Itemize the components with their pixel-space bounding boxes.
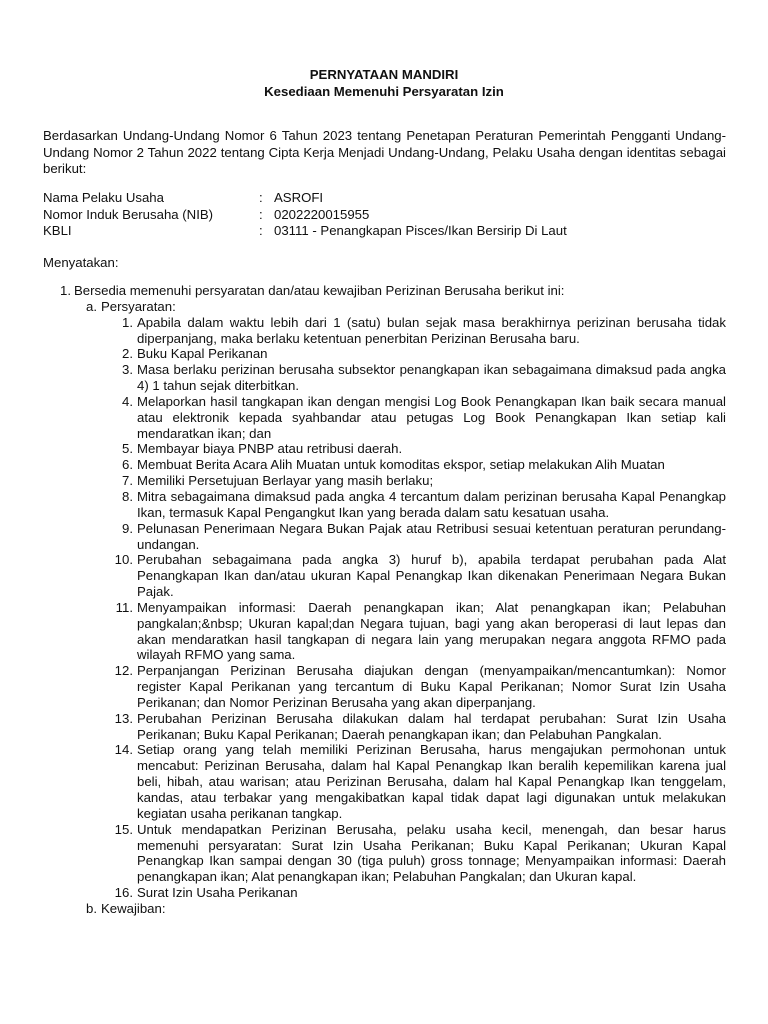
list-item-text: Untuk mendapatkan Perizinan Berusaha, pelaku usaha kecil, menengah, dan besar harus memenuhi persyaratan: Surat Izin Usaha Perikanan; Buku Kapal Perikanan; Ukuran Kapal Penangkap Ikan sampai dengan 30 (tiga puluh) gross tonnage; Menyampaikan informasi: Daerah penangkapan ikan; Alat penangkapan ikan; Pelabuhan Pangkalan; dan Ukuran kapal.: [137, 821, 726, 885]
identity-label: KBLI: [43, 223, 72, 238]
list-item-text: Menyampaikan informasi: Daerah penangkapan ikan; Alat penangkapan ikan; Pelabuhan pangkalan;&nbsp; Ukuran kapal;dan Negara tujuan, bagi yang akan beroperasi di laut lepas dan akan mendaratkan hasil tangkapan di negara lain yang merupakan negara anggota RFMO pada wilayah RFMO yang sama.: [137, 599, 726, 663]
list-item-text: Memiliki Persetujuan Berlayar yang masih berlaku;: [137, 473, 434, 489]
sub-item-b: [43, 901, 726, 917]
list-item-number: 13.: [114, 710, 133, 726]
identity-row-nib: [43, 207, 726, 224]
list-item-number: 6.: [122, 457, 133, 473]
list-item: [108, 315, 726, 347]
list-item-text: Masa berlaku perizinan berusaha subsektor penangkapan ikan sebagaimana dimaksud pada angka 4) 1 tahun sejak diterbitkan.: [137, 362, 726, 394]
list-item: [108, 600, 726, 663]
list-item-number: 7.: [122, 473, 133, 489]
sub-item-marker: b.: [86, 900, 97, 916]
list-item: [108, 394, 726, 442]
sub-item-label: Persyaratan:: [101, 298, 176, 314]
document-subtitle: Kesediaan Memenuhi Persyaratan Izin: [264, 84, 504, 99]
list-item-number: 11.: [115, 599, 133, 615]
list-item-number: 10.: [114, 552, 133, 568]
list-item: [108, 552, 726, 600]
list-item-text: Surat Izin Usaha Perikanan: [137, 885, 298, 901]
list-item-number: 8.: [122, 488, 133, 504]
identity-row-name: [43, 190, 726, 207]
intro-paragraph: Berdasarkan Undang-Undang Nomor 6 Tahun 2023 tentang Penetapan Peraturan Pemerintah Pengganti Undang-Undang Nomor 2 Tahun 2022 tentang Cipta Kerja Menjadi Undang-Undang, Pelaku Usaha dengan identitas sebagai berikut:: [43, 128, 726, 176]
declaration-label: Menyatakan:: [43, 255, 119, 270]
list-item: [108, 885, 726, 901]
list-item: [108, 742, 726, 821]
list-item-number: 9.: [122, 520, 133, 536]
list-item: [108, 521, 726, 553]
statement-item: [43, 283, 726, 299]
list-item-number: 5.: [122, 441, 133, 457]
statement-text: Bersedia memenuhi persyaratan dan/atau kewajiban Perizinan Berusaha berikut ini:: [74, 283, 565, 298]
list-item: [108, 822, 726, 885]
statement-number: 1.: [60, 283, 71, 298]
identity-value: 0202220015955: [274, 206, 370, 222]
identity-colon: :: [259, 190, 263, 205]
identity-colon: :: [259, 206, 263, 222]
identity-table: [43, 190, 726, 240]
list-item-text: Membayar biaya PNBP atau retribusi daerah.: [137, 441, 403, 457]
list-item-text: Apabila dalam waktu lebih dari 1 (satu) bulan sejak masa berakhirnya perizinan berusaha tidak diperpanjang, maka berlaku ketentuan penerbitan Perizinan Berusaha baru.: [137, 314, 726, 346]
list-item-text: Melaporkan hasil tangkapan ikan dengan mengisi Log Book Penangkapan Ikan baik secara manual atau elektronik kepada syahbandar atau petugas Log Book Penangkapan Ikan setiap kali mendaratkan ikan; dan: [137, 393, 726, 441]
list-item-text: Membuat Berita Acara Alih Muatan untuk komoditas ekspor, setiap melakukan Alih Muatan: [137, 457, 665, 473]
identity-label: Nomor Induk Berusaha (NIB): [43, 206, 214, 222]
document-title: PERNYATAAN MANDIRI: [309, 67, 459, 82]
list-item-number: 4.: [122, 393, 133, 409]
list-item-number: 16.: [114, 885, 133, 901]
list-item-number: 3.: [122, 362, 133, 378]
requirement-list: [43, 315, 726, 901]
identity-row-kbli: [43, 223, 726, 240]
list-item-text: Perpanjangan Perizinan Berusaha diajukan dengan (menyampaikan/mencantumkan): Nomor register Kapal Perikanan yang tercantum di Buku Kapal Perikanan; Nomor Surat Izin Usaha Perikanan; dan Nomor Perizinan Berusaha yang akan diperpanjang.: [137, 663, 726, 710]
list-item: [108, 473, 726, 489]
list-item: [108, 457, 726, 473]
identity-colon: :: [259, 223, 263, 238]
list-item: [108, 489, 726, 521]
identity-label: Nama Pelaku Usaha: [43, 190, 164, 205]
identity-value: ASROFI: [274, 190, 324, 205]
list-item-text: Perubahan Perizinan Berusaha dilakukan dalam hal terdapat perubahan: Surat Izin Usaha Perikanan; Buku Kapal Perikanan; Daerah penangkapan ikan; dan Pelabuhan Pangkalan.: [137, 710, 726, 742]
list-item-number: 15.: [114, 821, 133, 837]
list-item: [108, 346, 726, 362]
document-header: [0, 66, 768, 100]
identity-value: 03111 - Penangkapan Pisces/Ikan Bersirip Di Laut: [274, 223, 567, 238]
list-item-text: Mitra sebagaimana dimaksud pada angka 4 tercantum dalam perizinan berusaha Kapal Penangkap Ikan, termasuk Kapal Pengangkut Ikan yang berada dalam satu kesatuan usaha.: [137, 488, 726, 520]
list-item: [108, 441, 726, 457]
list-item-text: Setiap orang yang telah memiliki Perizinan Berusaha, harus mengajukan permohonan untuk mencabut: Perizinan Berusaha, dalam hal Kapal Penangkap Ikan beralih kepemilikan karena jual beli, hibah, atau warisan; atau Perizinan Berusaha, dalam hal Kapal Penangkap Ikan tenggelam, kandas, atau terbakar yang mengakibatkan kapal tidak dapat lagi digunakan untuk melakukan kegiatan usaha perikanan tangkap.: [137, 742, 726, 821]
statement-list: [43, 283, 726, 917]
list-item-number: 1.: [122, 314, 133, 330]
list-item-text: Perubahan sebagaimana pada angka 3) huruf b), apabila terdapat perubahan pada Alat Penangkapan Ikan dan/atau ukuran Kapal Penangkap Ikan dikenakan Penerimaan Negara Bukan Pajak.: [137, 552, 726, 600]
list-item-number: 2.: [122, 346, 133, 362]
list-item: [108, 711, 726, 743]
list-item-number: 12.: [114, 663, 133, 679]
list-item-text: Pelunasan Penerimaan Negara Bukan Pajak atau Retribusi sesuai ketentuan peraturan perundang-undangan.: [137, 520, 726, 552]
list-item: [108, 362, 726, 394]
list-item-number: 14.: [114, 742, 133, 758]
list-item-text: Buku Kapal Perikanan: [137, 346, 268, 362]
sub-item-marker: a.: [86, 298, 97, 314]
list-item: [108, 663, 726, 711]
sub-item-a: [43, 299, 726, 315]
sub-item-label: Kewajiban:: [101, 900, 166, 916]
